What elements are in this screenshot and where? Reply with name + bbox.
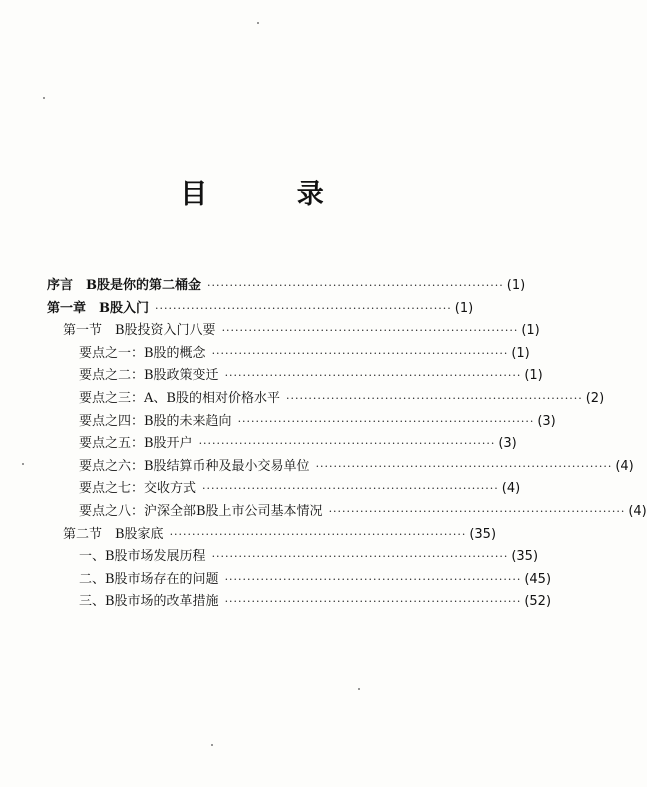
dot-leader: ·································································· xyxy=(221,324,519,338)
toc-entry-label: 要点之一：B股的概念 xyxy=(79,345,206,361)
dot-leader: ·································································· xyxy=(224,595,522,609)
dot-leader: ·································································· xyxy=(224,369,522,383)
toc-entry-label: 二、B股市场存在的问题 xyxy=(79,571,219,587)
toc-entry xyxy=(47,545,539,568)
dot-leader: ·································································· xyxy=(328,504,626,518)
toc-entry-page: (1) xyxy=(511,345,530,361)
scan-speck xyxy=(43,97,45,99)
toc-entry-page: (4) xyxy=(628,503,647,519)
toc-entry-label: 序言 B股是你的第二桶金 xyxy=(47,278,201,293)
toc-entry-page: (35) xyxy=(469,526,497,542)
toc-entry xyxy=(47,274,526,297)
toc-entry xyxy=(47,523,497,546)
toc-entry-label: 三、B股市场的改革措施 xyxy=(79,594,219,610)
dot-leader: ·································································· xyxy=(315,459,613,473)
dot-leader: ·································································· xyxy=(207,279,504,292)
toc-entry xyxy=(47,387,605,410)
toc-entry-label: 第一章 B股入门 xyxy=(47,300,149,316)
toc-entry-page: (1) xyxy=(506,278,526,293)
toc-entry-label: 要点之三：A、B股的相对价格水平 xyxy=(79,390,280,406)
toc-entry-page: (2) xyxy=(585,390,605,406)
toc-entry xyxy=(47,297,474,320)
dot-leader: ·································································· xyxy=(285,391,583,405)
toc-entry-page: (1) xyxy=(524,368,543,384)
dot-leader: ·································································· xyxy=(202,482,499,496)
dot-leader: ·································································· xyxy=(169,527,467,541)
page-title: 目 录 xyxy=(180,179,364,210)
dot-leader: ·································································· xyxy=(155,301,452,315)
dot-leader: ·································································· xyxy=(224,572,522,586)
toc-entry xyxy=(47,500,647,523)
scan-speck xyxy=(22,463,24,465)
toc-entry-label: 一、B股市场发展历程 xyxy=(79,549,206,565)
dot-leader: ·································································· xyxy=(237,414,535,428)
dot-leader: ·································································· xyxy=(211,550,509,564)
toc-entry-page: (4) xyxy=(615,458,634,474)
toc-entry-page: (4) xyxy=(501,481,521,497)
toc-entry-page: (3) xyxy=(498,436,517,452)
dot-leader: ·································································· xyxy=(211,346,509,360)
dot-leader: ·································································· xyxy=(198,437,496,451)
toc-entry-page: (52) xyxy=(524,594,552,610)
toc-entry-label: 要点之七：交收方式 xyxy=(79,481,197,497)
table-of-contents xyxy=(47,274,647,613)
toc-entry xyxy=(47,342,530,365)
toc-entry-label: 第二节 B股家底 xyxy=(63,526,164,542)
scan-speck xyxy=(358,688,360,690)
toc-entry-label: 要点之八：沪深全部B股上市公司基本情况 xyxy=(79,503,323,519)
scan-speck xyxy=(257,22,259,24)
toc-entry xyxy=(47,319,540,342)
toc-entry xyxy=(47,410,556,433)
toc-entry-label: 要点之四：B股的未来趋向 xyxy=(79,413,232,429)
toc-entry-label: 第一节 B股投资入门八要 xyxy=(63,323,216,339)
toc-entry-page: (45) xyxy=(524,571,552,587)
toc-entry-page: (35) xyxy=(511,549,539,565)
toc-entry-page: (1) xyxy=(521,323,540,339)
toc-entry-page: (1) xyxy=(454,300,474,316)
toc-entry xyxy=(47,455,634,478)
toc-entry-label: 要点之五：B股开户 xyxy=(79,436,193,452)
toc-entry xyxy=(47,590,552,613)
toc-entry xyxy=(47,364,543,387)
toc-entry xyxy=(47,432,517,455)
toc-entry xyxy=(47,477,521,500)
toc-entry-page: (3) xyxy=(537,413,556,429)
toc-entry xyxy=(47,568,552,591)
toc-entry-label: 要点之二：B股政策变迁 xyxy=(79,368,219,384)
scan-speck xyxy=(211,744,213,746)
toc-entry-label: 要点之六：B股结算币种及最小交易单位 xyxy=(79,458,310,474)
